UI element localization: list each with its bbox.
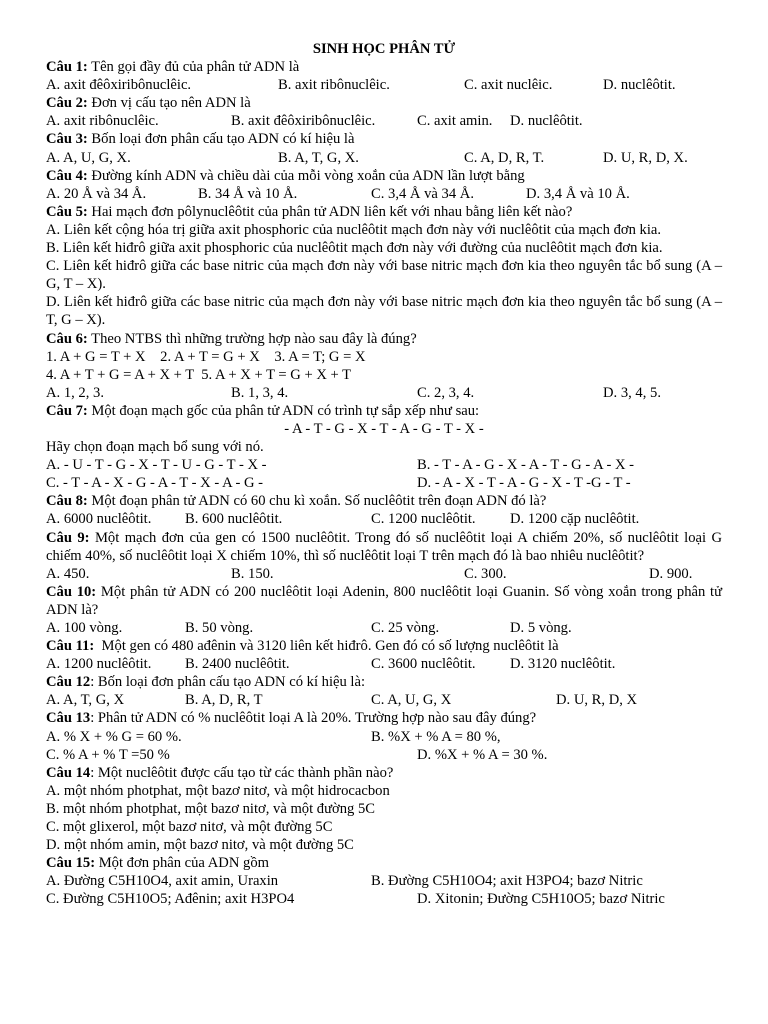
- question-text: Hai mạch đơn pôlynuclêôtit của phân tử ADN liên kết với nhau bằng liên kết nào?: [87, 203, 573, 220]
- option-a: A. A, T, G, X: [46, 692, 125, 709]
- option-d: D. - A - X - T - A - G - X - T -G - T -: [417, 475, 631, 492]
- options-row: [46, 76, 722, 94]
- option-b: B. Đường C5H10O4; axit H3PO4; bazơ Nitric: [371, 873, 643, 890]
- question-label: Câu 2:: [46, 95, 88, 112]
- option-c: C. axit nuclêic.: [464, 77, 553, 94]
- option-b: B. Liên kết hiđrô giữa axit phosphoric của nuclêôtit mạch đơn này với đường của nuclêôtit mạch đơn kia.: [46, 240, 663, 257]
- option-d: D. Liên kết hiđrô giữa các base nitric của mạch đơn này với base nitric mạch đơn kia theo nguyên tắc bổ sung (A – T, G – X).: [46, 294, 722, 329]
- question-7: [46, 402, 722, 420]
- option-a: A. 20 Å và 34 Å.: [46, 185, 147, 202]
- question-label: Câu 7:: [46, 402, 88, 419]
- option-b: B. 50 vòng.: [185, 620, 254, 636]
- options-row: [46, 149, 722, 167]
- option-d: D. một nhóm amin, một bazơ nitơ, và một đường 5C: [46, 837, 354, 854]
- option-c: C. 3,4 Å và 34 Å.: [371, 185, 474, 202]
- option-a: A. axit ribônuclêic.: [46, 113, 159, 130]
- option-c: C. A, U, G, X: [371, 692, 452, 709]
- option-c: C. 300.: [464, 565, 507, 582]
- options-row: [46, 474, 722, 492]
- option-a: A. axit đêôxiribônuclêic.: [46, 77, 192, 94]
- question-6: [46, 330, 722, 348]
- option-a: A. A, U, G, X.: [46, 149, 131, 166]
- option-d: D. 900.: [649, 565, 693, 582]
- statement-line: 4. A + T + G = A + X + T 5. A + X + T = G + X + T: [46, 366, 352, 383]
- option-d: D. nuclêôtit.: [510, 113, 583, 130]
- options-row: [46, 112, 722, 130]
- page-title: SINH HỌC PHÂN TỬ: [312, 41, 456, 57]
- option-c: C. % A + % T =50 %: [46, 746, 170, 763]
- option-b: B. 1, 3, 4.: [231, 384, 289, 401]
- question-text: Một đơn phân của ADN gồm: [95, 855, 269, 872]
- option-c: C. một glixerol, một bazơ nitơ, và một đường 5C: [46, 819, 333, 836]
- option-d: D. Xitonin; Đường C5H10O5; bazơ Nitric: [417, 891, 665, 908]
- option-d: D. %X + % A = 30 %.: [417, 746, 548, 763]
- question-11: [46, 637, 722, 655]
- option-d: D. nuclêôtit.: [603, 77, 676, 94]
- question-text: Một đoạn phân tử ADN có 60 chu kì xoắn. Số nuclêôtit trên đoạn ADN đó là?: [87, 493, 547, 510]
- question-1: [46, 58, 722, 76]
- statement-line: 1. A + G = T + X 2. A + T = G + X 3. A = T; G = X: [46, 348, 366, 365]
- option-c: C. Liên kết hiđrô giữa các base nitric của mạch đơn này với base nitric mạch đơn kia theo nguyên tắc bổ sung (A – G, T – X).: [46, 258, 722, 293]
- question-10: [46, 583, 722, 619]
- question-label: Câu 8:: [46, 493, 88, 510]
- options-row: [46, 185, 722, 203]
- options-row: [46, 619, 722, 637]
- option-b: B. 600 nuclêôtit.: [185, 511, 283, 528]
- options-row: [46, 655, 722, 673]
- question-prompt: Hãy chọn đoạn mạch bổ sung với nó.: [46, 439, 264, 456]
- question-13: [46, 709, 722, 727]
- option-d: D. 3, 4, 5.: [603, 384, 661, 401]
- question-label: Câu 3:: [46, 131, 88, 148]
- question-label: Câu 10:: [46, 583, 97, 600]
- option-a: A. 100 vòng.: [46, 620, 123, 636]
- question-text: Một mạch đơn của gen có 1500 nuclêôtit. Trong đó số nuclêôtit loại A chiếm 20%, số nuclêôtit loại G chiếm 40%, số nuclêôtit loại X chiếm 10%, thì số nuclêôtit loại T trên mạch đó là bao nhiêu nuclêôtit?: [46, 529, 722, 564]
- question-text: Tên gọi đầy đủ của phân tử ADN là: [87, 59, 300, 76]
- options-row: [46, 510, 722, 528]
- option-c: C. 1200 nuclêôtit.: [371, 511, 476, 528]
- options-row: [46, 746, 722, 764]
- question-2: [46, 94, 722, 112]
- question-text: Một phân tử ADN có 200 nuclêôtit loại Adenin, 800 nuclêôtit loại Guanin. Số vòng xoắn trong phân tử ADN là?: [46, 583, 722, 618]
- question-label: Câu 15:: [46, 855, 96, 872]
- options-row: [46, 565, 722, 583]
- options-row: [46, 384, 722, 402]
- question-label: Câu 9:: [46, 529, 90, 546]
- question-12: [46, 673, 722, 691]
- option-b: B. %X + % A = 80 %,: [371, 728, 501, 745]
- question-text: Đơn vị cấu tạo nên ADN là: [87, 95, 251, 112]
- option-d: D. 1200 cặp nuclêôtit.: [510, 511, 640, 528]
- options-row: [46, 456, 722, 474]
- option-c: C. 25 vòng.: [371, 620, 440, 636]
- option-b: B. 150.: [231, 565, 274, 582]
- question-8: [46, 492, 722, 510]
- option-c: C. - T - A - X - G - A - T - X - A - G -: [46, 475, 264, 492]
- option-c: C. 3600 nuclêôtit.: [371, 656, 476, 673]
- option-a: A. Đường C5H10O4, axit amin, Uraxin: [46, 873, 279, 890]
- option-b: B. một nhóm photphat, một bazơ nitơ, và một đường 5C: [46, 800, 376, 817]
- question-text: Một gen có 480 ađênin và 3120 liên kết hiđrô. Gen đó có số lượng nuclêôtit là: [94, 638, 559, 655]
- question-text: Đường kính ADN và chiều dài của mỗi vòng xoắn của ADN lần lượt bằng: [87, 167, 525, 184]
- option-a: A. một nhóm photphat, một bazơ nitơ, và một hidrocacbon: [46, 782, 390, 799]
- option-c: C. A, D, R, T.: [464, 149, 545, 166]
- option-a: A. Liên kết cộng hóa trị giữa axit phosphoric của nuclêôtit mạch đơn này với nuclêôtit của mạch đơn kia.: [46, 221, 662, 238]
- option-c: C. 2, 3, 4.: [417, 384, 475, 401]
- option-a: A. - U - T - G - X - T - U - G - T - X -: [46, 457, 267, 474]
- question-text: : Bốn loại đơn phân cấu tạo ADN có kí hiệu là:: [90, 674, 366, 691]
- question-3: [46, 130, 722, 148]
- question-text: : Một nuclêôtit được cấu tạo từ các thành phần nào?: [90, 764, 394, 781]
- question-label: Câu 6:: [46, 330, 88, 347]
- option-a: A. 1200 nuclêôtit.: [46, 656, 152, 673]
- option-b: B. - T - A - G - X - A - T - G - A - X -: [417, 457, 635, 474]
- option-d: D. 5 vòng.: [510, 620, 572, 636]
- dna-sequence: - A - T - G - X - T - A - G - T - X -: [284, 420, 484, 437]
- option-d: D. U, R, D, X.: [603, 149, 688, 166]
- question-label: Câu 1:: [46, 59, 88, 76]
- option-a: A. % X + % G = 60 %.: [46, 728, 182, 745]
- option-b: B. 2400 nuclêôtit.: [185, 656, 290, 673]
- option-a: A. 6000 nuclêôtit.: [46, 511, 152, 528]
- option-c: C. axit amin.: [417, 113, 493, 130]
- question-4: [46, 167, 722, 185]
- question-text: : Phân tử ADN có % nuclêôtit loại A là 20%. Trường hợp nào sau đây đúng?: [90, 710, 537, 727]
- option-b: B. axit ribônuclêic.: [278, 77, 390, 94]
- question-9: [46, 529, 722, 565]
- question-5: [46, 203, 722, 221]
- option-b: B. axit đêôxiribônuclêic.: [231, 113, 376, 130]
- question-text: Theo NTBS thì những trường hợp nào sau đây là đúng?: [87, 330, 417, 347]
- option-d: D. 3120 nuclêôtit.: [510, 656, 616, 673]
- option-d: D. 3,4 Å và 10 Å.: [526, 185, 630, 202]
- option-b: B. A, D, R, T: [185, 692, 263, 709]
- question-label: Câu 5:: [46, 203, 88, 220]
- question-label: Câu 4:: [46, 167, 88, 184]
- question-label: Câu 11:: [46, 638, 95, 655]
- question-label: Câu 13: [46, 710, 91, 727]
- question-text: Bốn loại đơn phân cấu tạo ADN có kí hiệu là: [87, 131, 355, 148]
- options-row: [46, 728, 722, 746]
- question-text: Một đoạn mạch gốc của phân tử ADN có trình tự sắp xếp như sau:: [87, 402, 480, 419]
- option-b: B. A, T, G, X.: [278, 149, 359, 166]
- question-14: [46, 764, 722, 782]
- options-row: [46, 890, 722, 908]
- option-a: A. 450.: [46, 565, 90, 582]
- options-row: [46, 691, 722, 709]
- option-c: C. Đường C5H10O5; Ađênin; axit H3PO4: [46, 891, 295, 908]
- question-15: [46, 854, 722, 872]
- question-label: Câu 12: [46, 674, 91, 691]
- option-d: D. U, R, D, X: [556, 692, 638, 709]
- question-label: Câu 14: [46, 764, 91, 781]
- options-row: [46, 872, 722, 890]
- option-a: A. 1, 2, 3.: [46, 384, 104, 401]
- option-b: B. 34 Å và 10 Å.: [198, 185, 298, 202]
